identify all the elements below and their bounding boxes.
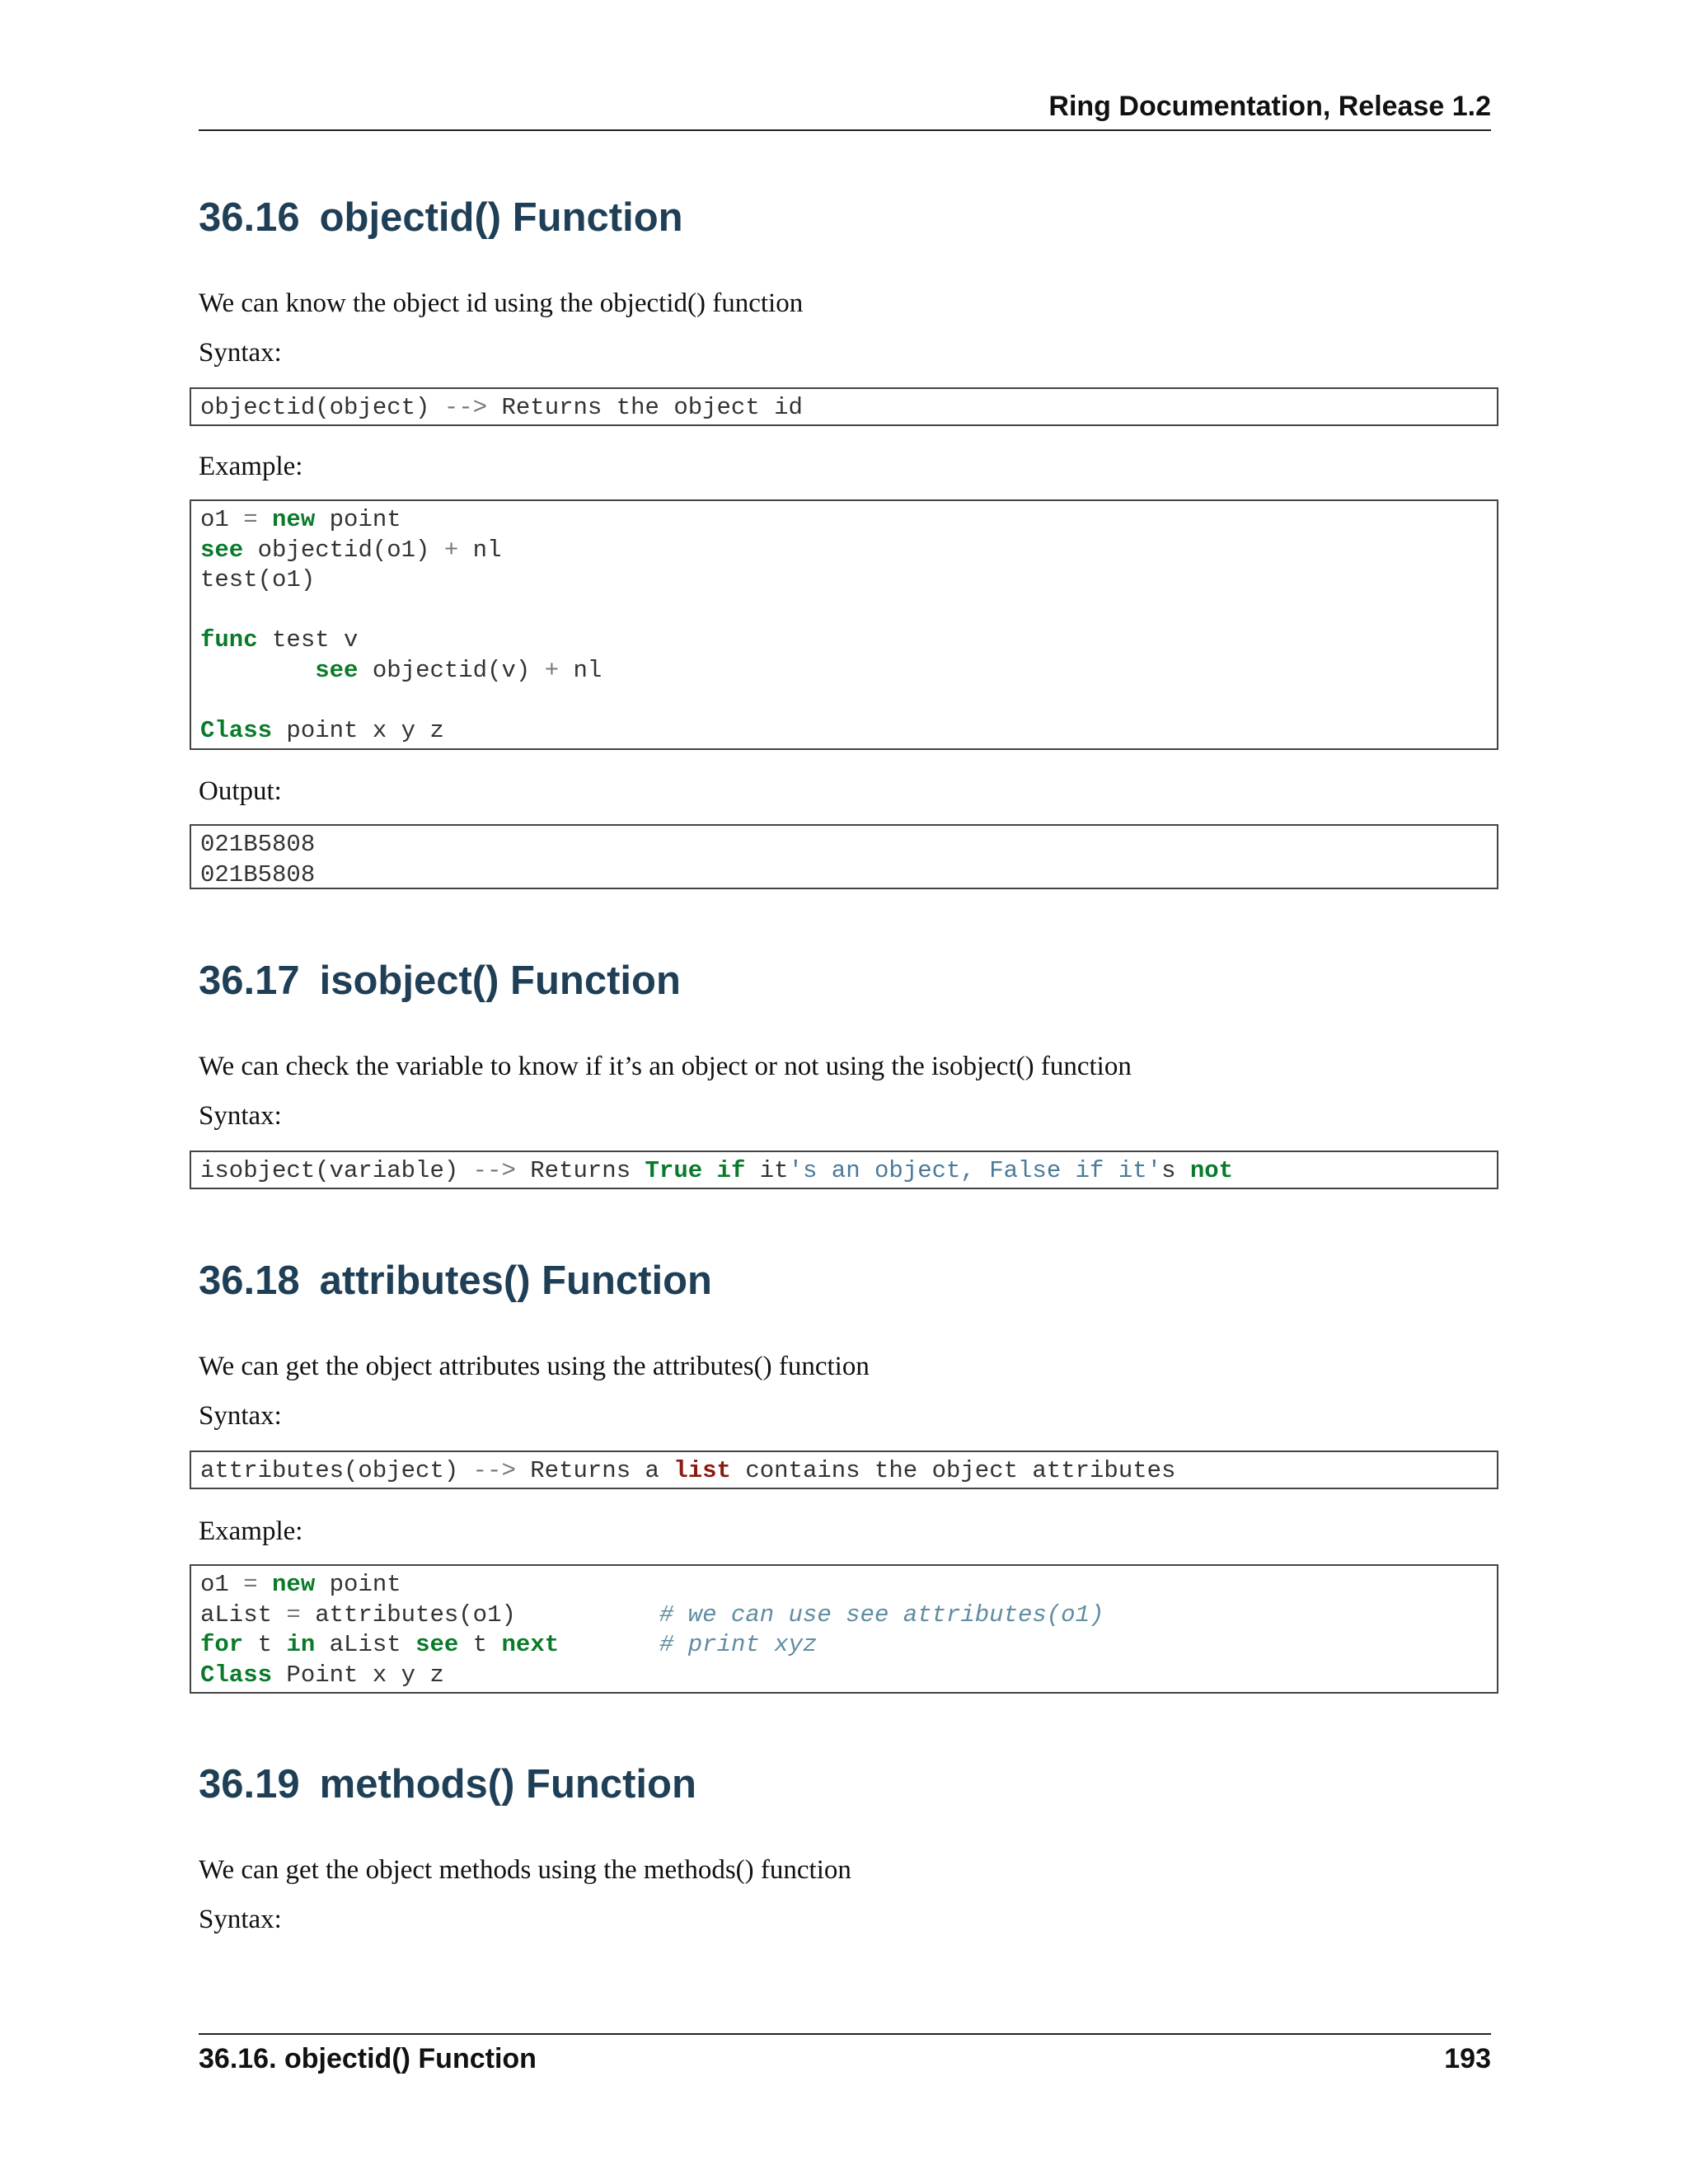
section-methods xyxy=(199,1763,1491,1807)
section-intro: We can know the object id using the objectid() function xyxy=(199,288,804,318)
example-code-block xyxy=(190,499,1498,750)
example-label: Example: xyxy=(199,452,303,481)
section-number: 36.19 xyxy=(199,1762,300,1807)
code-line: test(o1) xyxy=(200,566,316,593)
syntax-code-block xyxy=(190,387,1498,426)
output-line: 021B5808 xyxy=(200,860,316,888)
section-number: 36.16 xyxy=(199,195,300,240)
output-line: 021B5808 xyxy=(200,831,316,858)
code-line: o1 = new point xyxy=(200,506,401,533)
output-label: Output: xyxy=(199,776,282,806)
section-title: attributes() Function xyxy=(319,1258,712,1303)
code-line: see objectid(o1) + nl xyxy=(200,536,502,564)
syntax-label: Syntax: xyxy=(199,1401,282,1431)
syntax-label: Syntax: xyxy=(199,1905,282,1934)
document-page xyxy=(199,0,1491,2184)
syntax-code-block xyxy=(190,1451,1498,1489)
section-attributes xyxy=(199,1259,1491,1304)
example-code-block xyxy=(190,1564,1498,1694)
code-line xyxy=(200,596,1497,626)
section-number: 36.18 xyxy=(199,1258,300,1303)
section-heading xyxy=(199,1259,1491,1304)
section-isobject xyxy=(199,959,1491,1004)
section-intro: We can get the object attributes using the attributes() function xyxy=(199,1352,870,1381)
code-line: objectid(object) --> Returns the object id xyxy=(200,394,803,421)
section-heading xyxy=(199,959,1491,1004)
code-line: for t in aList see t next # print xyz xyxy=(200,1631,818,1658)
section-intro: We can get the object methods using the methods() function xyxy=(199,1855,851,1885)
section-title: methods() Function xyxy=(319,1762,696,1807)
section-heading xyxy=(199,196,1491,241)
code-line: aList = attributes(o1) # we can use see attributes(o1) xyxy=(200,1601,1104,1629)
code-line xyxy=(200,686,1497,716)
output-code-block xyxy=(190,824,1498,889)
syntax-label: Syntax: xyxy=(199,1101,282,1131)
syntax-code-block xyxy=(190,1151,1498,1189)
running-footer xyxy=(199,2033,1491,2075)
section-intro: We can check the variable to know if it’s an object or not using the isobject() function xyxy=(199,1052,1132,1081)
code-line: attributes(object) --> Returns a list contains the object attributes xyxy=(200,1457,1176,1484)
section-title: isobject() Function xyxy=(319,958,681,1003)
example-label: Example: xyxy=(199,1516,303,1546)
code-line: o1 = new point xyxy=(200,1571,401,1598)
code-line: Class point x y z xyxy=(200,716,444,744)
syntax-label: Syntax: xyxy=(199,338,282,368)
running-header: Ring Documentation, Release 1.2 xyxy=(199,91,1491,131)
code-line: Class Point x y z xyxy=(200,1661,444,1689)
footer-section: 36.16. objectid() Function xyxy=(199,2043,537,2074)
code-line: func test v xyxy=(200,626,359,654)
code-line: see objectid(v) + nl xyxy=(315,656,603,684)
code-line: isobject(variable) --> Returns True if it's an object, False if it's not xyxy=(200,1157,1234,1184)
section-heading xyxy=(199,1763,1491,1807)
page-number: 193 xyxy=(1444,2043,1491,2074)
section-objectid xyxy=(199,196,1491,241)
section-number: 36.17 xyxy=(199,958,300,1003)
section-title: objectid() Function xyxy=(319,195,683,240)
